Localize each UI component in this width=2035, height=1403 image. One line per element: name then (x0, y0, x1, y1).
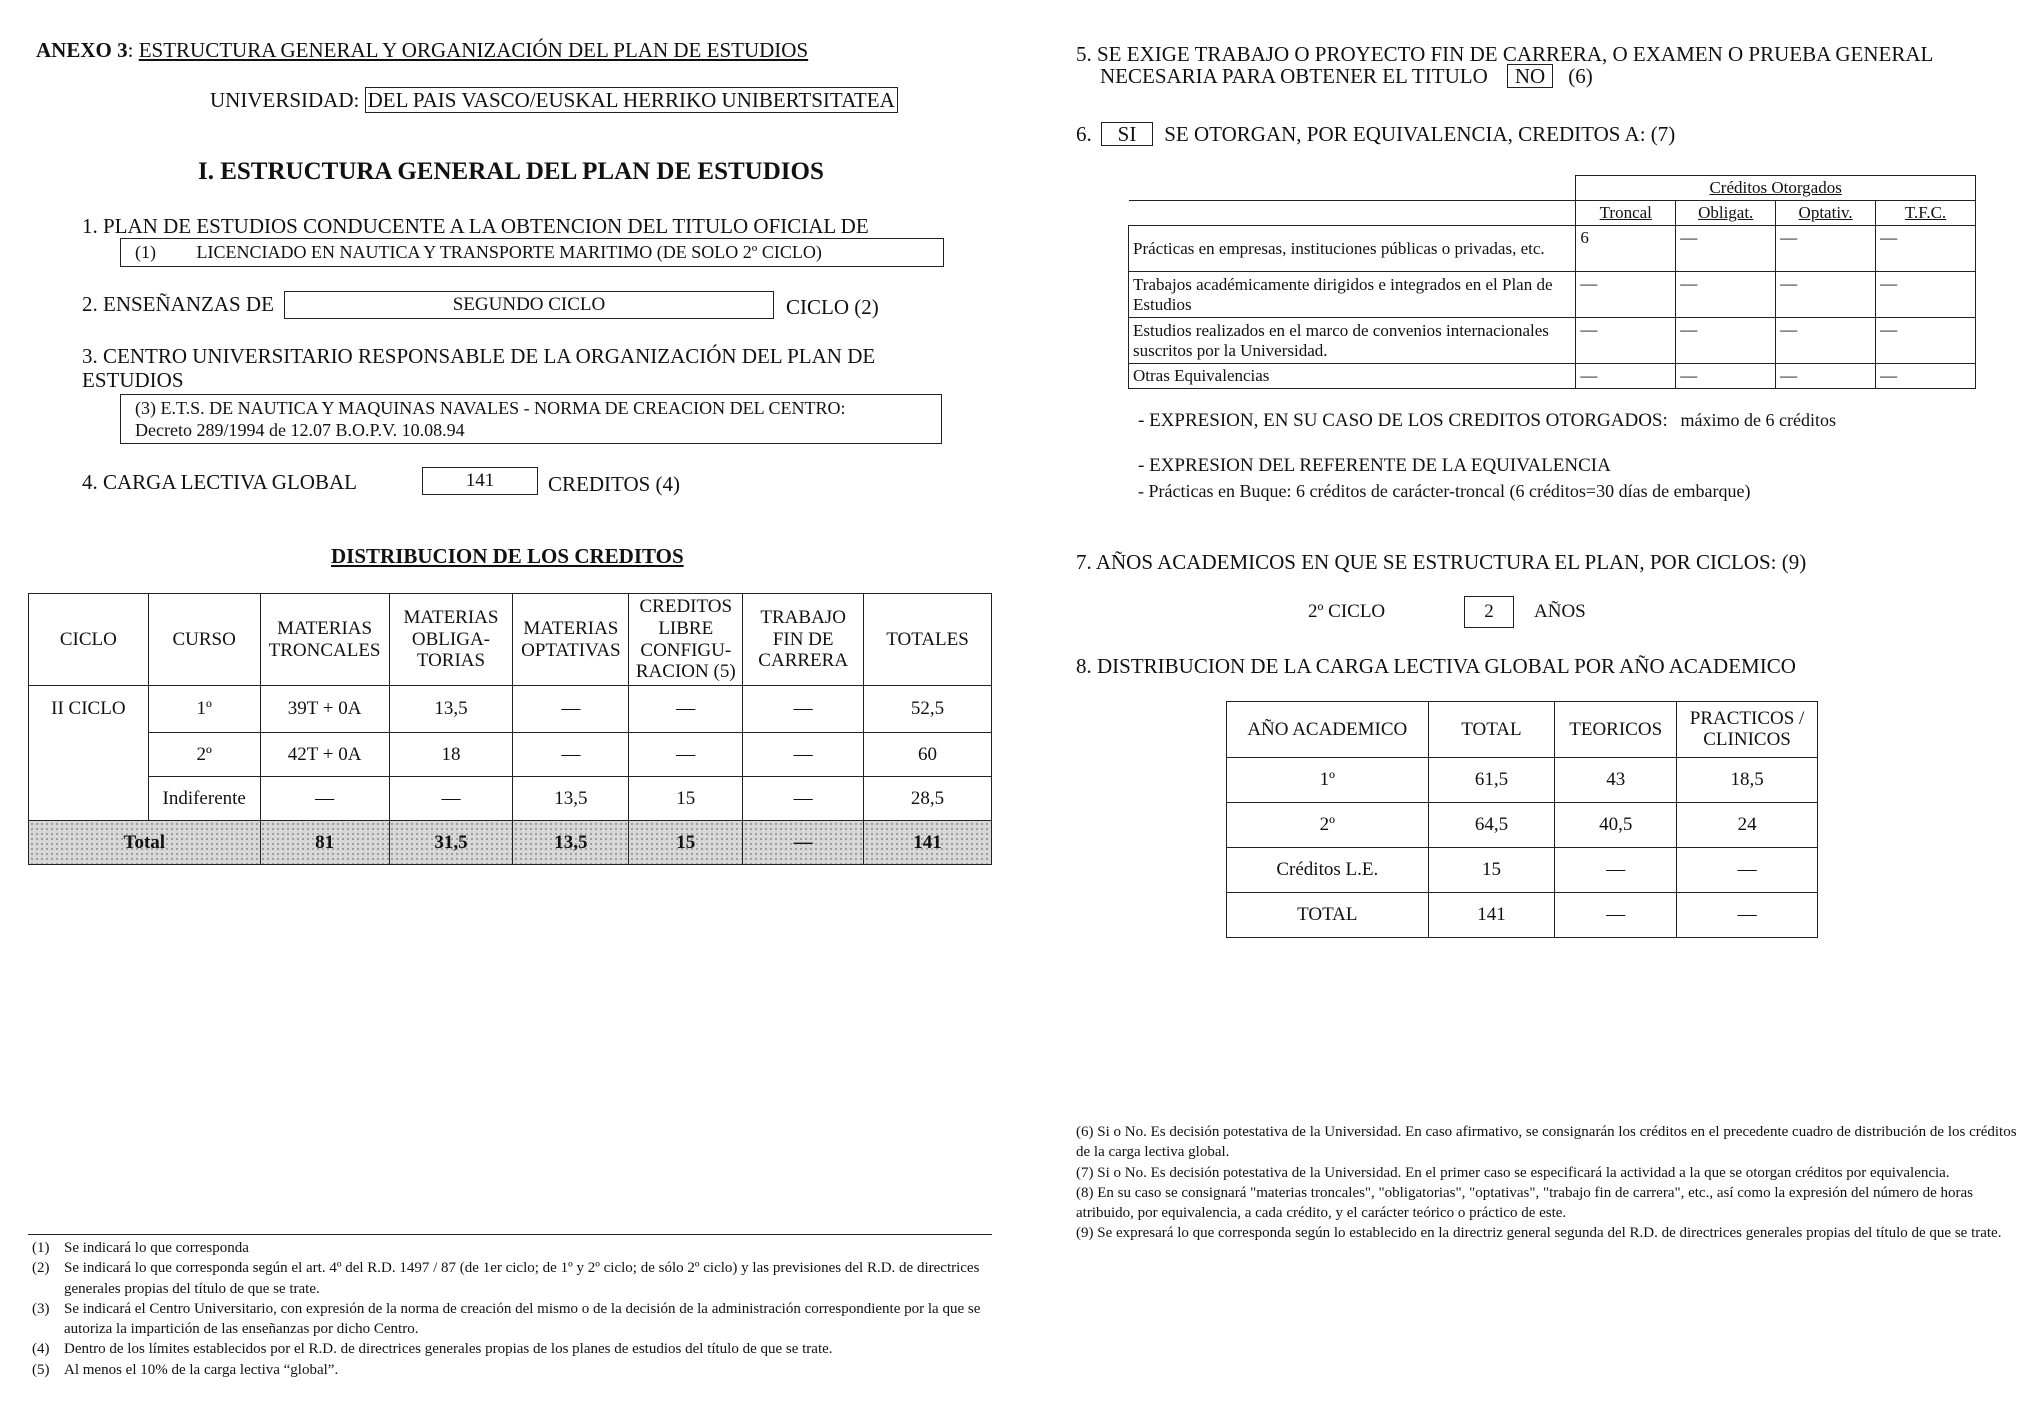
table-cell: — (743, 733, 864, 777)
col-header-tfc: T.F.C. (1876, 201, 1976, 226)
title-box-value: LICENCIADO EN NAUTICA Y TRANSPORTE MARITIMO (DE SOLO 2º CICLO) (196, 242, 822, 262)
annex-label: ANEXO 3 (36, 38, 128, 62)
item8-text: 8. DISTRIBUCION DE LA CARGA LECTIVA GLOBAL POR AÑO ACADEMICO (1076, 654, 1796, 678)
distribution-table (28, 593, 992, 865)
item3-line1: 3. CENTRO UNIVERSITARIO RESPONSABLE DE LA ORGANIZACIÓN DEL PLAN DE (82, 344, 876, 368)
table-cell: 13,5 (389, 686, 513, 733)
footnote: (5) Al menos el 10% de la carga lectiva “global”. (32, 1361, 339, 1378)
ciclo-cell: II CICLO (29, 686, 149, 821)
table-cell: — (1876, 364, 1976, 389)
table-cell: — (1876, 272, 1976, 318)
table-cell: 40,5 (1555, 803, 1677, 848)
col-header-trabajo-fin: TRABAJO FIN DE CARRERA (743, 594, 864, 686)
col-header-libre-config: CREDITOS LIBRE CONFIGU-RACION (5) (629, 594, 743, 686)
table-cell: 13,5 (513, 777, 629, 821)
item4-value: 141 (422, 467, 538, 495)
university-value: DEL PAIS VASCO/EUSKAL HERRIKO UNIBERTSITATEA (365, 87, 898, 113)
row-label: Prácticas en empresas, instituciones públicas o privadas, etc. (1129, 226, 1576, 272)
table-row (1227, 758, 1818, 803)
footnote: (8) En su caso se consignará "materias troncales", "obligatorias", "optativas", "trabajo fin de carrera", etc., así como la expresión del número de horas atribuido, por equivalencia, a cada crédito, y el carácter teórico o práctico de este. (1076, 1184, 1974, 1221)
item4-suffix: CREDITOS (4) (548, 472, 681, 496)
item4-prefix: 4. CARGA LECTIVA GLOBAL (82, 470, 357, 494)
equiv-group-header: Créditos Otorgados (1576, 176, 1976, 201)
title-box (120, 238, 944, 267)
table-cell: — (1677, 893, 1818, 938)
table-cell: 15 (629, 821, 743, 865)
expr1-label: - EXPRESION, EN SU CASO DE LOS CREDITOS OTORGADOS: (1138, 410, 1668, 431)
col-header-totales: TOTALES (864, 594, 992, 686)
table-cell: — (1776, 318, 1876, 364)
table-cell: 81 (260, 821, 389, 865)
table-cell: — (1576, 364, 1676, 389)
table-cell: 18 (389, 733, 513, 777)
footnote: (7) Si o No. Es decisión potestativa de la Universidad. En el primer caso se especificará la actividad a la que se otorgan créditos por equivalencia. (1076, 1164, 1950, 1181)
center-box-line1: (3) E.T.S. DE NAUTICA Y MAQUINAS NAVALES - NORMA DE CREACION DEL CENTRO: (135, 398, 846, 418)
table-cell: — (1677, 848, 1818, 893)
footnote: (6) Si o No. Es decisión potestativa de la Universidad. En caso afirmativo, se consignarán los créditos en el precedente cuadro de distribución de los créditos de la carga lectiva global. (1076, 1124, 2017, 1161)
center-box-line2: Decreto 289/1994 de 12.07 B.O.P.V. 10.08.94 (135, 420, 465, 440)
table-cell: — (743, 777, 864, 821)
table-cell: — (629, 733, 743, 777)
carga-table (1226, 701, 1818, 938)
row-label: Estudios realizados en el marco de convenios internacionales suscritos por la Universidad. (1129, 318, 1576, 364)
item5-line2: NECESARIA PARA OBTENER EL TITULO NO (6) (1100, 64, 1593, 88)
table-cell: 13,5 (513, 821, 629, 865)
item2-prefix: 2. ENSEÑANZAS DE (82, 292, 274, 316)
table-row (29, 733, 992, 777)
expr2-label: - EXPRESION DEL REFERENTE DE LA EQUIVALENCIA (1138, 455, 1611, 476)
footnote: (4) Dentro de los límites establecidos por el R.D. de directrices generales propias de los planes de estudios del título de que se trate. (32, 1341, 833, 1358)
item2-value: SEGUNDO CICLO (284, 291, 774, 319)
table-cell: — (1676, 226, 1776, 272)
table-cell: 28,5 (864, 777, 992, 821)
footnote: (1) Se indicará lo que corresponda (32, 1240, 249, 1256)
col-header-obligatorias: MATERIAS OBLIGA-TORIAS (389, 594, 513, 686)
table-row (29, 686, 992, 733)
table-cell: TOTAL (1227, 893, 1429, 938)
table-cell: — (513, 686, 629, 733)
table-cell: 1º (148, 686, 260, 733)
table-cell: — (1676, 364, 1776, 389)
empty-corner (1129, 201, 1576, 226)
table-cell: 15 (629, 777, 743, 821)
footnote: (3) Se indicará el Centro Universitario, con expresión de la norma de creación del mismo o de la decisión de la administración correspondiente por la que se autoriza la impartición de las enseñanzas por dicho Centro. (32, 1300, 981, 1337)
col-header-obligat: Obligat. (1676, 201, 1776, 226)
table-row (1227, 848, 1818, 893)
item7-ciclo: 2º CICLO (1308, 601, 1386, 622)
table-cell: — (743, 686, 864, 733)
table-cell: — (1576, 318, 1676, 364)
right-footnotes (1076, 1122, 2024, 1244)
table-cell: — (1876, 318, 1976, 364)
row-label: Otras Equivalencias (1129, 364, 1576, 389)
table-row (1129, 226, 1976, 272)
col-header-optativas: MATERIAS OPTATIVAS (513, 594, 629, 686)
dist-title: DISTRIBUCION DE LOS CREDITOS (331, 544, 684, 568)
table-row (1129, 364, 1976, 389)
expr1-value: máximo de 6 créditos (1680, 410, 1836, 430)
table-cell: 18,5 (1677, 758, 1818, 803)
carga-header-row (1227, 702, 1818, 758)
table-cell: 1º (1227, 758, 1429, 803)
table-cell: — (389, 777, 513, 821)
table-cell: 2º (1227, 803, 1429, 848)
annex-title: ESTRUCTURA GENERAL Y ORGANIZACIÓN DEL PLAN DE ESTUDIOS (138, 38, 809, 62)
footnote: (9) Se expresará lo que corresponda según lo establecido en la directriz general segunda del R.D. de directrices generales propias del título de que se trate. (1076, 1225, 2002, 1242)
footnote: (2) Se indicará lo que corresponda según el art. 4º del R.D. 1497 / 87 (de 1er ciclo; de 1º y 2º ciclo; de sólo 2º ciclo) y las previsiones del R.D. de directrices generales propias del título de que se trate. (32, 1260, 980, 1297)
table-cell: 42T + 0A (260, 733, 389, 777)
table-cell: 43 (1555, 758, 1677, 803)
dist-header-row (29, 594, 992, 686)
table-cell: 141 (864, 821, 992, 865)
table-cell: Créditos L.E. (1227, 848, 1429, 893)
table-cell: — (1776, 226, 1876, 272)
table-cell: — (743, 821, 864, 865)
col-header-optativ: Optativ. (1776, 201, 1876, 226)
table-cell: — (1555, 848, 1677, 893)
equiv-header-row (1129, 201, 1976, 226)
col-header-ciclo: CICLO (29, 594, 149, 686)
table-cell: — (1676, 318, 1776, 364)
annex-heading: ANEXO 3: ESTRUCTURA GENERAL Y ORGANIZACIÓN DEL PLAN DE ESTUDIOS (36, 38, 809, 62)
col-header-troncales: MATERIAS TRONCALES (260, 594, 389, 686)
table-cell: 39T + 0A (260, 686, 389, 733)
table-cell: 24 (1677, 803, 1818, 848)
equiv-group-header-row (1129, 176, 1976, 201)
table-cell: 15 (1428, 848, 1555, 893)
item6-line (1076, 122, 1675, 146)
col-header-total: TOTAL (1428, 702, 1555, 758)
table-cell: — (1555, 893, 1677, 938)
item6-value: SI (1101, 122, 1153, 146)
item1-text: 1. PLAN DE ESTUDIOS CONDUCENTE A LA OBTENCION DEL TITULO OFICIAL DE (82, 214, 869, 238)
item5-line1: 5. SE EXIGE TRABAJO O PROYECTO FIN DE CARRERA, O EXAMEN O PRUEBA GENERAL (1076, 42, 1934, 66)
total-label: Total (29, 821, 261, 865)
item7-unit: AÑOS (1534, 601, 1586, 622)
table-cell: — (1676, 272, 1776, 318)
university-line (210, 88, 898, 112)
item6-num: 6. (1076, 122, 1092, 146)
table-cell: 6 (1576, 226, 1676, 272)
table-cell: 64,5 (1428, 803, 1555, 848)
table-cell: 2º (148, 733, 260, 777)
table-cell: — (1776, 272, 1876, 318)
table-cell: 31,5 (389, 821, 513, 865)
table-cell: 60 (864, 733, 992, 777)
center-box (120, 394, 942, 444)
table-row (1129, 318, 1976, 364)
table-cell: — (1576, 272, 1676, 318)
col-header-practicos: PRACTICOS / CLINICOS (1677, 702, 1818, 758)
table-cell: 61,5 (1428, 758, 1555, 803)
expr2-value: - Prácticas en Buque: 6 créditos de carácter-troncal (6 créditos=30 días de embarque) (1138, 481, 1751, 501)
item3-line2: ESTUDIOS (82, 368, 184, 392)
title-box-num: (1) (135, 242, 156, 262)
table-row (1227, 803, 1818, 848)
table-cell: — (513, 733, 629, 777)
university-label: UNIVERSIDAD: (210, 88, 360, 112)
item7-value: 2 (1464, 596, 1514, 628)
col-header-teoricos: TEORICOS (1555, 702, 1677, 758)
table-cell: Indiferente (148, 777, 260, 821)
col-header-ano: AÑO ACADEMICO (1227, 702, 1429, 758)
table-row (1227, 893, 1818, 938)
total-row (29, 821, 992, 865)
table-cell: — (629, 686, 743, 733)
equivalence-table (1128, 175, 1976, 389)
col-header-troncal: Troncal (1576, 201, 1676, 226)
table-cell: — (260, 777, 389, 821)
row-label: Trabajos académicamente dirigidos e integrados en el Plan de Estudios (1129, 272, 1576, 318)
table-cell: 52,5 (864, 686, 992, 733)
item5-note: (6) (1568, 64, 1593, 88)
table-row (1129, 272, 1976, 318)
table-row (29, 777, 992, 821)
item5-value: NO (1507, 64, 1553, 88)
left-footnote-divider (28, 1234, 992, 1235)
item2-suffix: CICLO (2) (786, 295, 879, 319)
col-header-curso: CURSO (148, 594, 260, 686)
left-footnotes (32, 1238, 994, 1380)
item6-text: SE OTORGAN, POR EQUIVALENCIA, CREDITOS A: (7) (1164, 122, 1676, 146)
item7-text: 7. AÑOS ACADEMICOS EN QUE SE ESTRUCTURA EL PLAN, POR CICLOS: (9) (1076, 550, 1807, 574)
section-title: I. ESTRUCTURA GENERAL DEL PLAN DE ESTUDIOS (198, 158, 824, 185)
table-cell: — (1776, 364, 1876, 389)
table-cell: 141 (1428, 893, 1555, 938)
expr1-line (1138, 410, 1836, 432)
table-cell: — (1876, 226, 1976, 272)
empty-corner (1129, 176, 1576, 201)
